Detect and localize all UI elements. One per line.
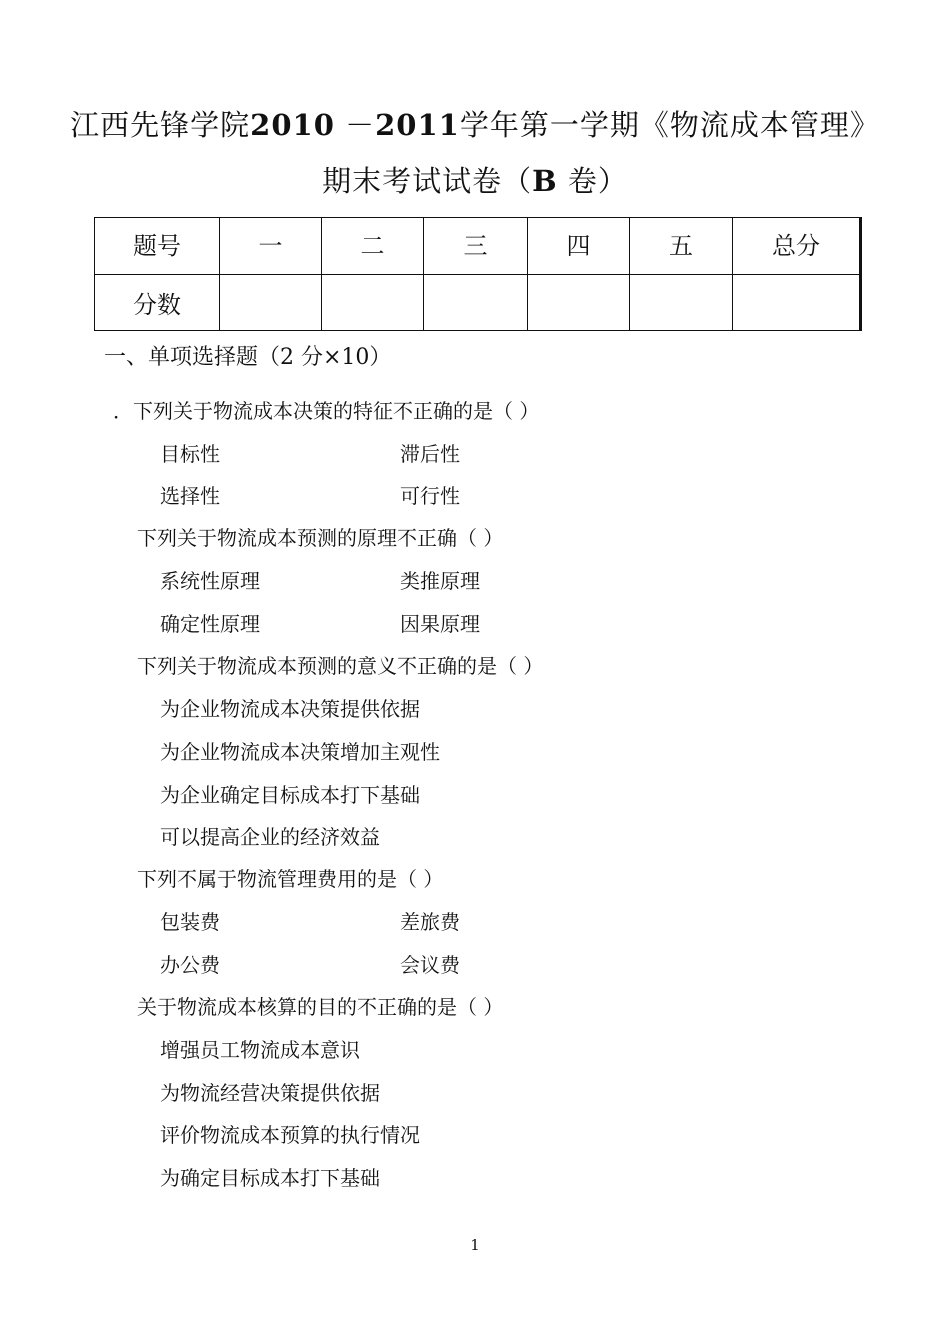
question-option: 增强员工物流成本意识 [160, 1038, 360, 1062]
question-option: 目标性 [160, 442, 220, 466]
score-table-cell: 三 [424, 218, 528, 275]
question-text: 下列关于物流成本预测的意义不正确的是（ ） [137, 654, 544, 678]
title-paper-variant: B [532, 164, 558, 198]
score-table-cell: 二 [322, 218, 424, 275]
score-table-cell [528, 275, 630, 331]
question-text: ．下列关于物流成本决策的特征不正确的是（ ） [113, 399, 540, 423]
question-option: 为确定目标成本打下基础 [160, 1166, 380, 1190]
question-text: 关于物流成本核算的目的不正确的是（ ） [137, 995, 504, 1019]
title-school: 江西先锋学院 [70, 108, 251, 142]
title-exam-prefix: 期末考试试卷（ [322, 164, 533, 198]
score-table-cell: 分数 [95, 275, 220, 331]
score-table-cell: 总分 [733, 218, 861, 275]
question-option: 类推原理 [400, 569, 480, 593]
question-option: 包装费 [160, 910, 220, 934]
question-option: 办公费 [160, 953, 220, 977]
score-table-score-row [95, 275, 861, 331]
score-table-cell: 五 [630, 218, 733, 275]
question-option: 为企业确定目标成本打下基础 [160, 783, 420, 807]
score-table-cell: 一 [220, 218, 322, 275]
question-text: 下列关于物流成本预测的原理不正确（ ） [137, 526, 504, 550]
score-table-cell [733, 275, 861, 331]
question-option: 可行性 [400, 484, 460, 508]
question-option: 系统性原理 [160, 569, 260, 593]
page-number: 1 [470, 1236, 480, 1254]
question-option: 滞后性 [400, 442, 460, 466]
title-exam-suffix: 卷） [557, 164, 628, 198]
score-table-cell: 题号 [95, 218, 220, 275]
title-year-start: 2010 [250, 108, 335, 142]
score-table [94, 217, 862, 331]
question-option: 因果原理 [400, 612, 480, 636]
question-option: 差旅费 [400, 910, 460, 934]
question-option: 确定性原理 [160, 612, 260, 636]
question-option: 评价物流成本预算的执行情况 [160, 1123, 420, 1147]
title-course: 学年第一学期《物流成本管理》 [459, 108, 880, 142]
score-table-header-row [95, 218, 861, 275]
question-option: 为企业物流成本决策增加主观性 [160, 740, 440, 764]
exam-title-line-2 [0, 163, 950, 199]
question-option: 为物流经营决策提供依据 [160, 1081, 380, 1105]
question-option: 可以提高企业的经济效益 [160, 825, 380, 849]
question-option: 选择性 [160, 484, 220, 508]
title-dash: － [334, 108, 376, 142]
exam-title-line-1 [0, 107, 950, 143]
score-table-cell [424, 275, 528, 331]
question-text: 下列不属于物流管理费用的是（ ） [137, 867, 444, 891]
section-heading: 一、单项选择题（2 分×10） [104, 345, 392, 370]
score-table-cell [630, 275, 733, 331]
title-year-end: 2011 [375, 108, 460, 142]
score-table-cell [220, 275, 322, 331]
score-table-cell: 四 [528, 218, 630, 275]
score-table-cell [322, 275, 424, 331]
question-option: 为企业物流成本决策提供依据 [160, 697, 420, 721]
question-option: 会议费 [400, 953, 460, 977]
